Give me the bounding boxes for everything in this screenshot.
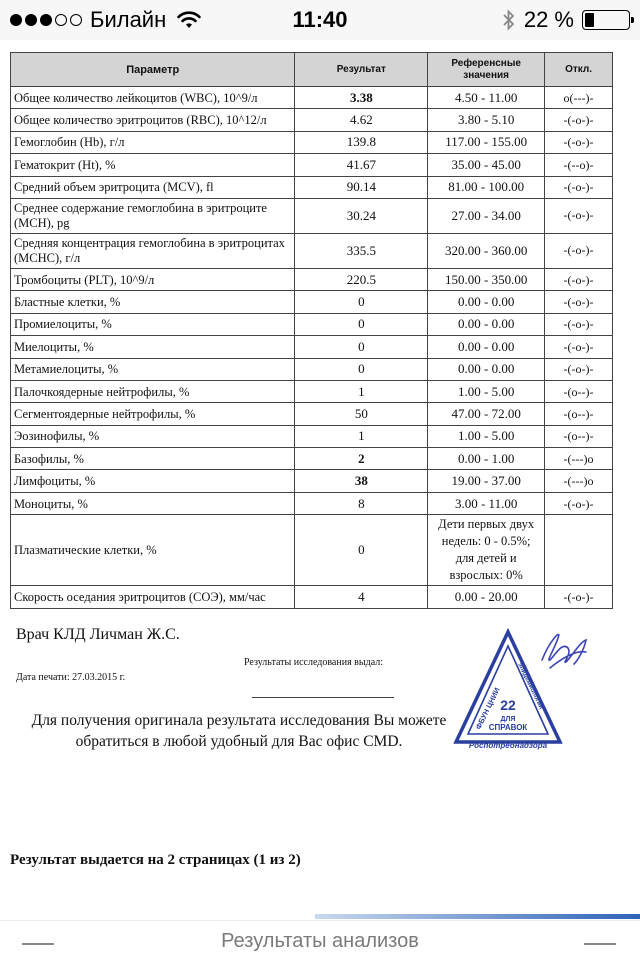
deviation-cell xyxy=(545,515,613,586)
result-cell: 0 xyxy=(295,291,428,313)
table-row xyxy=(11,403,613,425)
document-title: Результаты анализов xyxy=(221,930,419,952)
status-right xyxy=(502,7,630,33)
deviation-cell: -(-o-)- xyxy=(545,291,613,313)
table-body xyxy=(11,87,613,609)
stamp-line1: ДЛЯ xyxy=(500,716,516,723)
menu-dash-icon[interactable] xyxy=(584,943,616,945)
reference-cell: 3.80 - 5.10 xyxy=(428,109,545,131)
stamp-bottom-text: Роспотребнадзора xyxy=(468,741,548,750)
param-cell: Средний объем эритроцита (MCV), fl xyxy=(11,176,295,198)
table-row xyxy=(11,313,613,335)
reference-cell: 0.00 - 1.00 xyxy=(428,448,545,470)
param-cell: Метамиелоциты, % xyxy=(11,358,295,380)
deviation-cell: -(---)o xyxy=(545,470,613,492)
deviation-cell: -(-o-)- xyxy=(545,198,613,233)
stamp-number: 22 xyxy=(500,697,516,713)
result-cell: 41.67 xyxy=(295,154,428,176)
deviation-cell: -(-o-)- xyxy=(545,358,613,380)
reference-cell: 150.00 - 350.00 xyxy=(428,268,545,290)
result-cell: 1 xyxy=(295,425,428,447)
stamp-left-text: ФБУН ЦНИИ xyxy=(473,686,502,731)
param-cell: Среднее содержание гемоглобина в эритроците (MCH), pg xyxy=(11,198,295,233)
reference-cell: 0.00 - 0.00 xyxy=(428,313,545,335)
reference-cell: 0.00 - 0.00 xyxy=(428,336,545,358)
deviation-cell: -(-o-)- xyxy=(545,586,613,608)
battery-fill xyxy=(585,13,594,27)
issued-by-label: Результаты исследования выдал: xyxy=(244,657,383,668)
param-cell: Миелоциты, % xyxy=(11,336,295,358)
header-reference: Референсные значения xyxy=(428,53,545,87)
deviation-cell: -(-o-)- xyxy=(545,176,613,198)
param-cell: Средняя концентрация гемоглобина в эритроцитах (MCHC), г/л xyxy=(11,233,295,268)
reference-cell: 0.00 - 0.00 xyxy=(428,291,545,313)
param-cell: Эозинофилы, % xyxy=(11,425,295,447)
table-row xyxy=(11,176,613,198)
table-row xyxy=(11,586,613,608)
reference-cell: 0.00 - 20.00 xyxy=(428,586,545,608)
result-cell: 38 xyxy=(295,470,428,492)
param-cell: Палочкоядерные нейтрофилы, % xyxy=(11,380,295,402)
table-row xyxy=(11,87,613,109)
table-row xyxy=(11,425,613,447)
param-cell: Плазматические клетки, % xyxy=(11,515,295,586)
result-cell: 50 xyxy=(295,403,428,425)
reference-cell: 0.00 - 0.00 xyxy=(428,358,545,380)
result-cell: 0 xyxy=(295,336,428,358)
result-cell: 90.14 xyxy=(295,176,428,198)
result-cell: 220.5 xyxy=(295,268,428,290)
battery-percent: 22 % xyxy=(523,7,574,32)
result-cell: 335.5 xyxy=(295,233,428,268)
param-cell: Базофилы, % xyxy=(11,448,295,470)
deviation-cell: -(---)o xyxy=(545,448,613,470)
table-row xyxy=(11,470,613,492)
table-row xyxy=(11,492,613,514)
result-cell: 3.38 xyxy=(295,87,428,109)
table-row xyxy=(11,291,613,313)
table-row xyxy=(11,109,613,131)
lab-report-document[interactable] xyxy=(0,40,640,920)
reference-cell: 1.00 - 5.00 xyxy=(428,425,545,447)
reference-cell: 117.00 - 155.00 xyxy=(428,131,545,153)
deviation-cell: -(-o-)- xyxy=(545,313,613,335)
deviation-cell: -(o--)- xyxy=(545,380,613,402)
table-row xyxy=(11,448,613,470)
blue-accent-bar xyxy=(315,914,640,919)
param-cell: Тромбоциты (PLT), 10^9/л xyxy=(11,268,295,290)
reference-cell: 19.00 - 37.00 xyxy=(428,470,545,492)
signature-icon xyxy=(542,634,586,668)
result-cell: 0 xyxy=(295,313,428,335)
deviation-cell: -(o--)- xyxy=(545,425,613,447)
header-param: Параметр xyxy=(11,53,295,87)
stamp-line2: СПРАВОК xyxy=(488,723,528,732)
pages-note: Результат выдается на 2 страницах (1 из 2) xyxy=(10,852,301,868)
table-row xyxy=(11,380,613,402)
deviation-cell: -(--o)- xyxy=(545,154,613,176)
deviation-cell: -(-o-)- xyxy=(545,268,613,290)
clock: 11:40 xyxy=(292,7,348,32)
reference-cell: 3.00 - 11.00 xyxy=(428,492,545,514)
status-bar xyxy=(0,0,640,40)
stamp-right-text: эпидемиологии xyxy=(516,661,545,711)
deviation-cell: -(-o-)- xyxy=(545,109,613,131)
table-row xyxy=(11,154,613,176)
reference-cell: Дети первых двух недель: 0 - 0.5%; для детей и взрослых: 0% xyxy=(428,515,545,586)
result-cell: 4 xyxy=(295,586,428,608)
param-cell: Сегментоядерные нейтрофилы, % xyxy=(11,403,295,425)
cut-off-text-line xyxy=(12,40,612,46)
bluetooth-icon xyxy=(502,9,516,31)
param-cell: Бластные клетки, % xyxy=(11,291,295,313)
param-cell: Общее количество лейкоцитов (WBC), 10^9/л xyxy=(11,87,295,109)
result-cell: 30.24 xyxy=(295,198,428,233)
result-cell: 139.8 xyxy=(295,131,428,153)
print-date: Дата печати: 27.03.2015 г. xyxy=(16,672,126,683)
param-cell: Гематокрит (Ht), % xyxy=(11,154,295,176)
result-cell: 0 xyxy=(295,358,428,380)
table-row xyxy=(11,233,613,268)
result-cell: 4.62 xyxy=(295,109,428,131)
deviation-cell: -(-o-)- xyxy=(545,336,613,358)
reference-cell: 1.00 - 5.00 xyxy=(428,380,545,402)
param-cell: Лимфоциты, % xyxy=(11,470,295,492)
table-row xyxy=(11,336,613,358)
lab-stamp-icon xyxy=(450,620,590,750)
table-row xyxy=(11,515,613,586)
table-row xyxy=(11,358,613,380)
table-row xyxy=(11,268,613,290)
param-cell: Гемоглобин (Hb), г/л xyxy=(11,131,295,153)
table-row xyxy=(11,198,613,233)
table-header-row xyxy=(11,53,613,87)
bottom-toolbar xyxy=(0,920,640,960)
reference-cell: 81.00 - 100.00 xyxy=(428,176,545,198)
result-cell: 1 xyxy=(295,380,428,402)
result-cell: 0 xyxy=(295,515,428,586)
deviation-cell: -(-o-)- xyxy=(545,492,613,514)
deviation-cell: -(-o-)- xyxy=(545,233,613,268)
reference-cell: 47.00 - 72.00 xyxy=(428,403,545,425)
results-table xyxy=(10,52,613,609)
doctor-name: Врач КЛД Личман Ж.С. xyxy=(16,626,180,643)
reference-cell: 4.50 - 11.00 xyxy=(428,87,545,109)
deviation-cell: -(o--)- xyxy=(545,403,613,425)
signature-line xyxy=(252,697,394,698)
table-row xyxy=(11,131,613,153)
param-cell: Скорость оседания эритроцитов (СОЭ), мм/час xyxy=(11,586,295,608)
info-text: Для получения оригинала результата исследования Вы можете обратиться в любой удобный для Вас офис CMD. xyxy=(31,712,447,750)
reference-cell: 27.00 - 34.00 xyxy=(428,198,545,233)
reference-cell: 320.00 - 360.00 xyxy=(428,233,545,268)
carrier-name: Билайн xyxy=(90,7,167,32)
reference-cell: 35.00 - 45.00 xyxy=(428,154,545,176)
param-cell: Общее количество эритроцитов (RBC), 10^12/л xyxy=(11,109,295,131)
param-cell: Промиелоциты, % xyxy=(11,313,295,335)
param-cell: Моноциты, % xyxy=(11,492,295,514)
header-deviation: Откл. xyxy=(545,53,613,87)
result-cell: 8 xyxy=(295,492,428,514)
header-result: Результат xyxy=(295,53,428,87)
deviation-cell: o(---)- xyxy=(545,87,613,109)
result-cell: 2 xyxy=(295,448,428,470)
battery-icon xyxy=(582,10,630,30)
deviation-cell: -(-o-)- xyxy=(545,131,613,153)
